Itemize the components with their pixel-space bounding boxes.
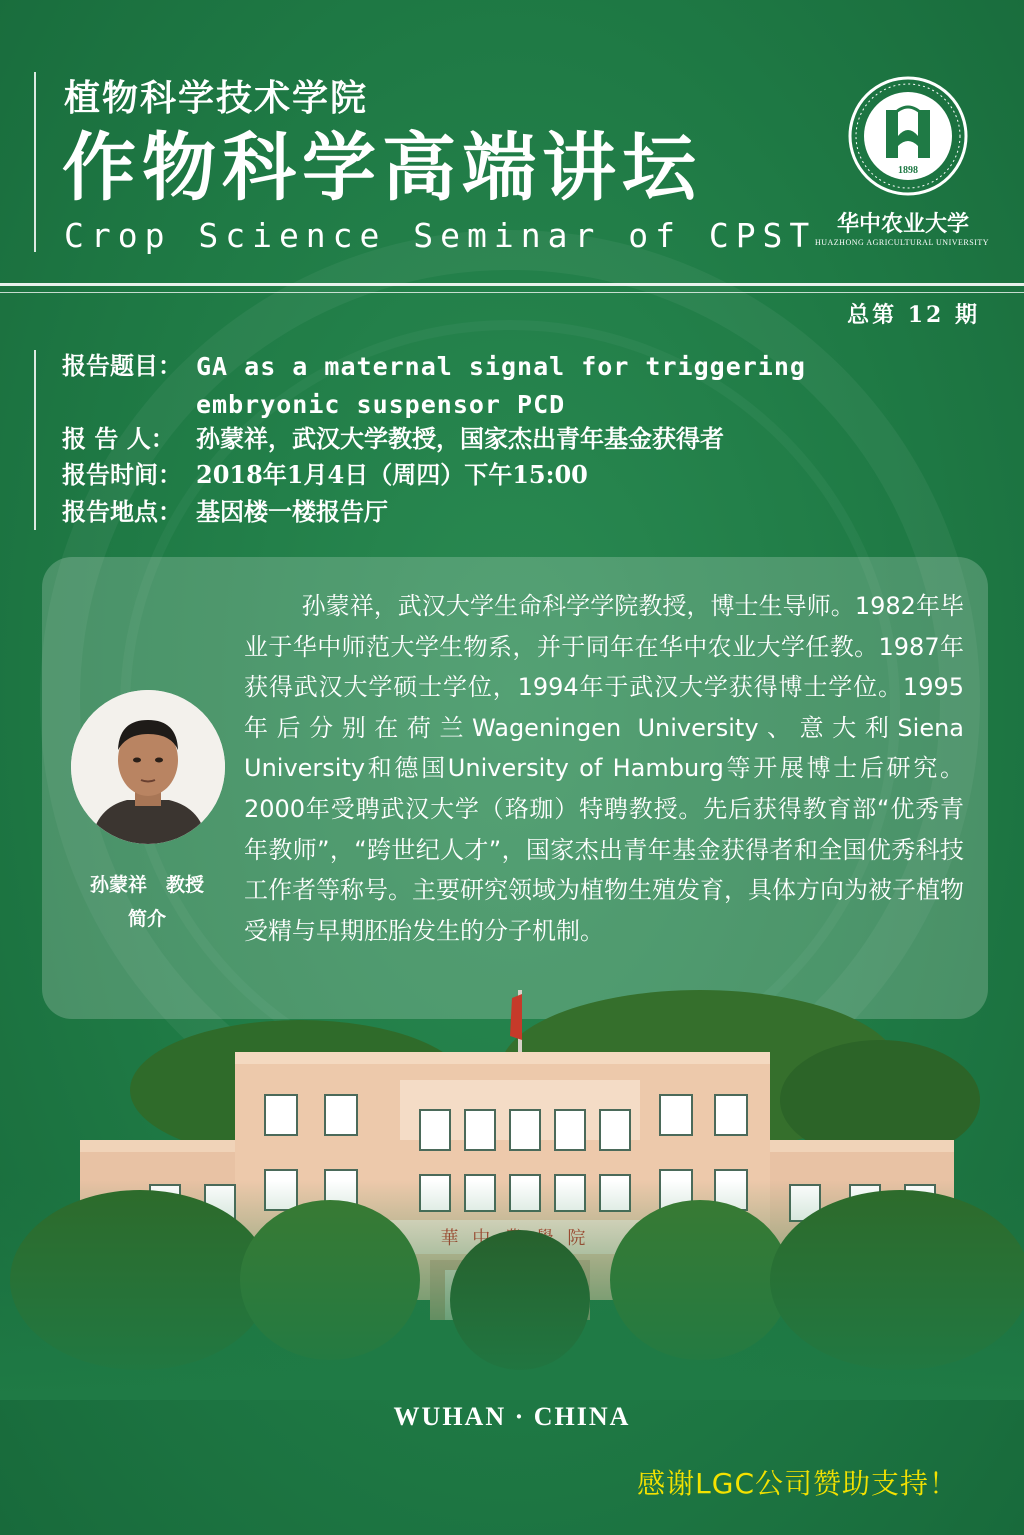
forum-subtitle: Crop Science Seminar of CPST [64,216,817,255]
university-logo-icon [848,76,968,196]
place-label: 报告地点： [62,497,182,526]
time-label: 报告时间： [62,460,182,489]
info-row-speaker [62,421,724,457]
sponsor-thanks: 感谢LGC公司赞助支持！ [637,1467,958,1500]
speaker-bio: 孙蒙祥，武汉大学生命科学学院教授，博士生导师。1982年毕业于华中师范大学生物系，并于同年在华中农业大学任教。1987年获得武汉大学硕士学位，1994年于武汉大学获得博士学位。1995年后分别在荷兰Wageningen University、意大利Siena University和德国University of Hamburg等开展博士后研究。2000年受聘武汉大学（珞珈）特聘教授。先后获得教育部“优秀青年教师”，“跨世纪人才”，国家杰出青年基金获得者和全国优秀科技工作者等称号。主要研究领域为植物生殖发育，具体方向为被子植物受精与早期胚胎发生的分子机制。 [244,592,964,945]
caption-line-2: 简介 [127,908,166,930]
info-row-time [62,457,588,493]
info-row-place [62,494,388,530]
place-value: 基因楼一楼报告厅 [196,497,388,526]
speaker-value: 孙蒙祥，武汉大学教授，国家杰出青年基金获得者 [196,424,724,453]
header-rule-thin [0,292,1024,293]
forum-title: 作物科学高端讲坛 [62,125,702,211]
university-name-cn: 华中农业大学 [836,211,969,237]
university-name-en: HUAZHONG AGRICULTURAL UNIVERSITY [814,238,990,247]
college-name: 植物科学技术学院 [64,77,369,119]
header-divider [34,72,36,252]
caption-line-1: 孙蒙祥 教授 [89,874,204,896]
talk-title: GA as a maternal signal for triggering embryonic suspensor PCD [196,352,806,419]
issue-number: 总第 12 期 [847,302,980,328]
logo-year: 1898 [898,165,918,176]
header-rule [0,283,1024,286]
time-value: 2018年1月4日（周四）下午15:00 [196,460,588,489]
campus-building-photo [0,980,1024,1400]
speaker-label: 报 告 人： [62,424,175,453]
info-divider [34,350,36,530]
info-row-title [62,348,196,384]
speaker-photo [71,690,225,844]
speaker-caption [62,868,232,936]
location-label: WUHAN · CHINA [393,1402,631,1431]
title-label: 报告题目： [62,351,182,380]
